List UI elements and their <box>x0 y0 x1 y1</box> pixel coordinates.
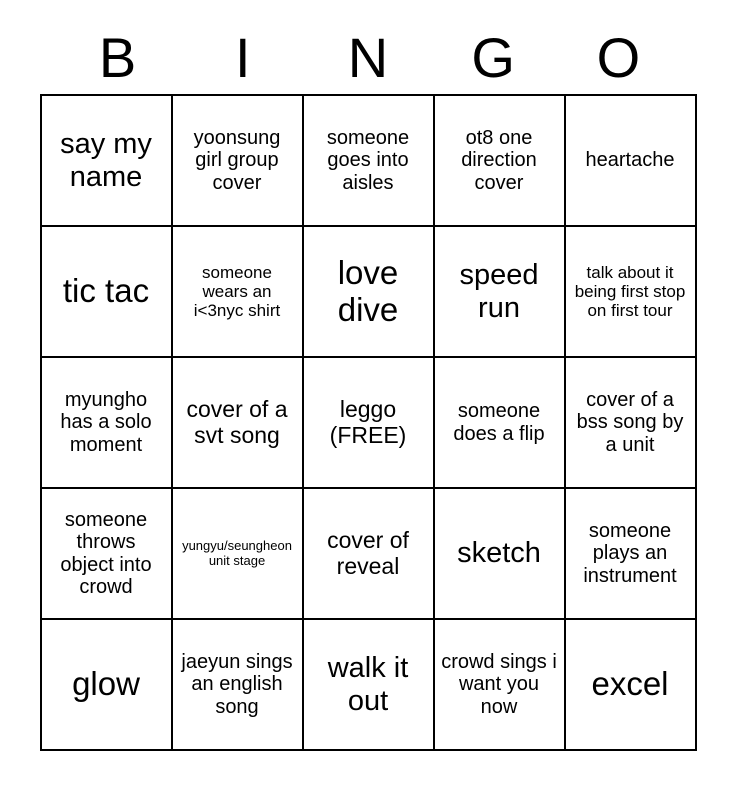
bingo-cell[interactable]: someone does a flip <box>434 357 565 488</box>
bingo-cell[interactable]: sketch <box>434 488 565 619</box>
bingo-header <box>0 0 736 94</box>
bingo-cell[interactable]: speed run <box>434 226 565 357</box>
bingo-cell[interactable]: myungho has a solo moment <box>41 357 172 488</box>
bingo-cell[interactable]: excel <box>565 619 696 750</box>
bingo-cell[interactable]: ot8 one direction cover <box>434 95 565 226</box>
bingo-row <box>41 226 696 357</box>
bingo-row <box>41 619 696 750</box>
bingo-cell[interactable]: crowd sings i want you now <box>434 619 565 750</box>
bingo-cell[interactable]: jaeyun sings an english song <box>172 619 303 750</box>
bingo-cell[interactable]: yungyu/seungheon unit stage <box>172 488 303 619</box>
bingo-cell[interactable]: talk about it being first stop on first tour <box>565 226 696 357</box>
bingo-cell[interactable]: someone goes into aisles <box>303 95 434 226</box>
bingo-cell[interactable]: glow <box>41 619 172 750</box>
bingo-row <box>41 95 696 226</box>
bingo-grid <box>40 94 697 751</box>
bingo-cell[interactable]: heartache <box>565 95 696 226</box>
bingo-cell[interactable]: yoonsung girl group cover <box>172 95 303 226</box>
header-letter-b: B <box>98 26 137 89</box>
bingo-cell[interactable]: say my name <box>41 95 172 226</box>
header-letter-g: G <box>471 26 515 89</box>
bingo-cell[interactable]: love dive <box>303 226 434 357</box>
bingo-cell[interactable]: walk it out <box>303 619 434 750</box>
header-letter-i: I <box>235 26 251 89</box>
bingo-cell[interactable]: someone plays an instrument <box>565 488 696 619</box>
bingo-row <box>41 357 696 488</box>
bingo-cell[interactable]: cover of reveal <box>303 488 434 619</box>
header-letter-n: N <box>347 26 389 89</box>
bingo-cell[interactable]: cover of a bss song by a unit <box>565 357 696 488</box>
bingo-cell[interactable]: cover of a svt song <box>172 357 303 488</box>
bingo-cell[interactable]: someone throws object into crowd <box>41 488 172 619</box>
bingo-row <box>41 488 696 619</box>
header-letter-o: O <box>596 26 641 89</box>
bingo-cell[interactable]: someone wears an i<3nyc shirt <box>172 226 303 357</box>
bingo-cell-free[interactable]: leggo (FREE) <box>303 357 434 488</box>
bingo-cell[interactable]: tic tac <box>41 226 172 357</box>
